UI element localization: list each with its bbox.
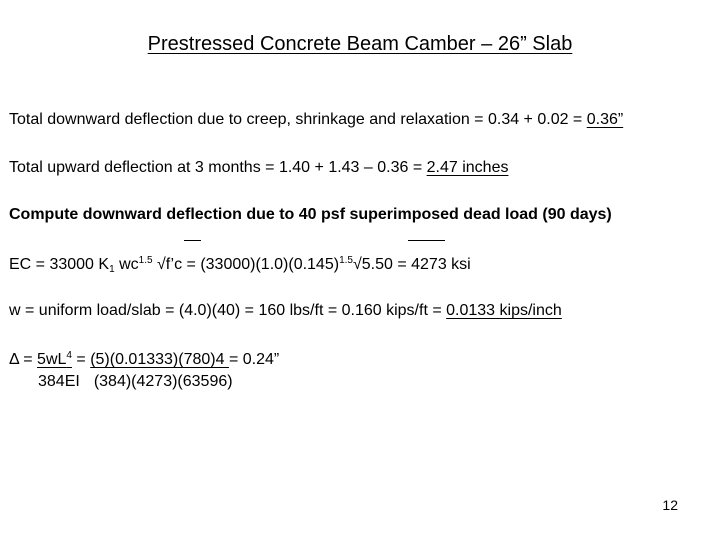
deflection-numerator-line [9,351,279,369]
deflection-denominator-line [38,373,233,391]
ec-part-a: EC = 33000 K [9,256,110,273]
deflection-result: = 0.24” [228,351,280,368]
dead-load-heading: Compute downward deflection due to 40 psf superimposed dead load (90 days) [9,206,612,223]
uniform-load-text: w = uniform load/slab = (4.0)(40) = 160 lbs/ft = 0.160 kips/ft = [9,302,447,319]
sqrt-symbol-1: √ [157,256,166,273]
uniform-load-line [9,302,562,320]
creep-deflection-text: Total downward deflection due to creep, shrinkage and relaxation = 0.34 + 0.02 = [9,111,587,128]
ec-part-d: = 4273 ksi [392,256,471,273]
formula-denominator: 384EI [38,373,80,390]
upward-deflection-result: 2.47 inches [426,159,509,176]
wc-exponent: 1.5 [138,255,153,266]
slide-title-text: Prestressed Concrete Beam Camber – 26” Slab [147,33,573,55]
upward-deflection-text: Total upward deflection at 3 months = 1.40 + 1.43 – 0.36 = [9,159,427,176]
page-number: 12 [662,497,678,513]
delta-symbol: Δ [9,351,19,368]
sqrt-vinculum-1 [184,240,201,241]
numeric-numerator: (5)(0.01333)(780)4 [90,351,229,368]
delta-equals: = [18,351,38,368]
ec-part-b: wc [114,256,139,273]
uniform-load-result: 0.0133 kips/inch [446,302,562,319]
sqrt-vinculum-2 [408,240,445,241]
formula-numerator-text: 5wL [37,351,67,368]
formula-numerator [37,351,72,368]
sqrt-value: 5.50 [361,256,393,273]
density-exponent: 1.5 [339,255,353,266]
creep-deflection-line [9,111,623,129]
creep-deflection-result: 0.36” [586,111,624,128]
sqrt-symbol-2: √ [352,256,362,273]
k-subscript: 1 [109,264,115,275]
ec-part-c: = (33000)(1.0)(0.145) [182,256,340,273]
slide-title [0,33,720,56]
elastic-modulus-line [9,256,471,274]
numeric-denominator: (384)(4273)(63596) [93,373,233,390]
fc-term: f’c [165,256,183,273]
length-exponent: 4 [66,350,72,361]
delta-equals-2: = [71,351,91,368]
upward-deflection-line [9,159,508,177]
